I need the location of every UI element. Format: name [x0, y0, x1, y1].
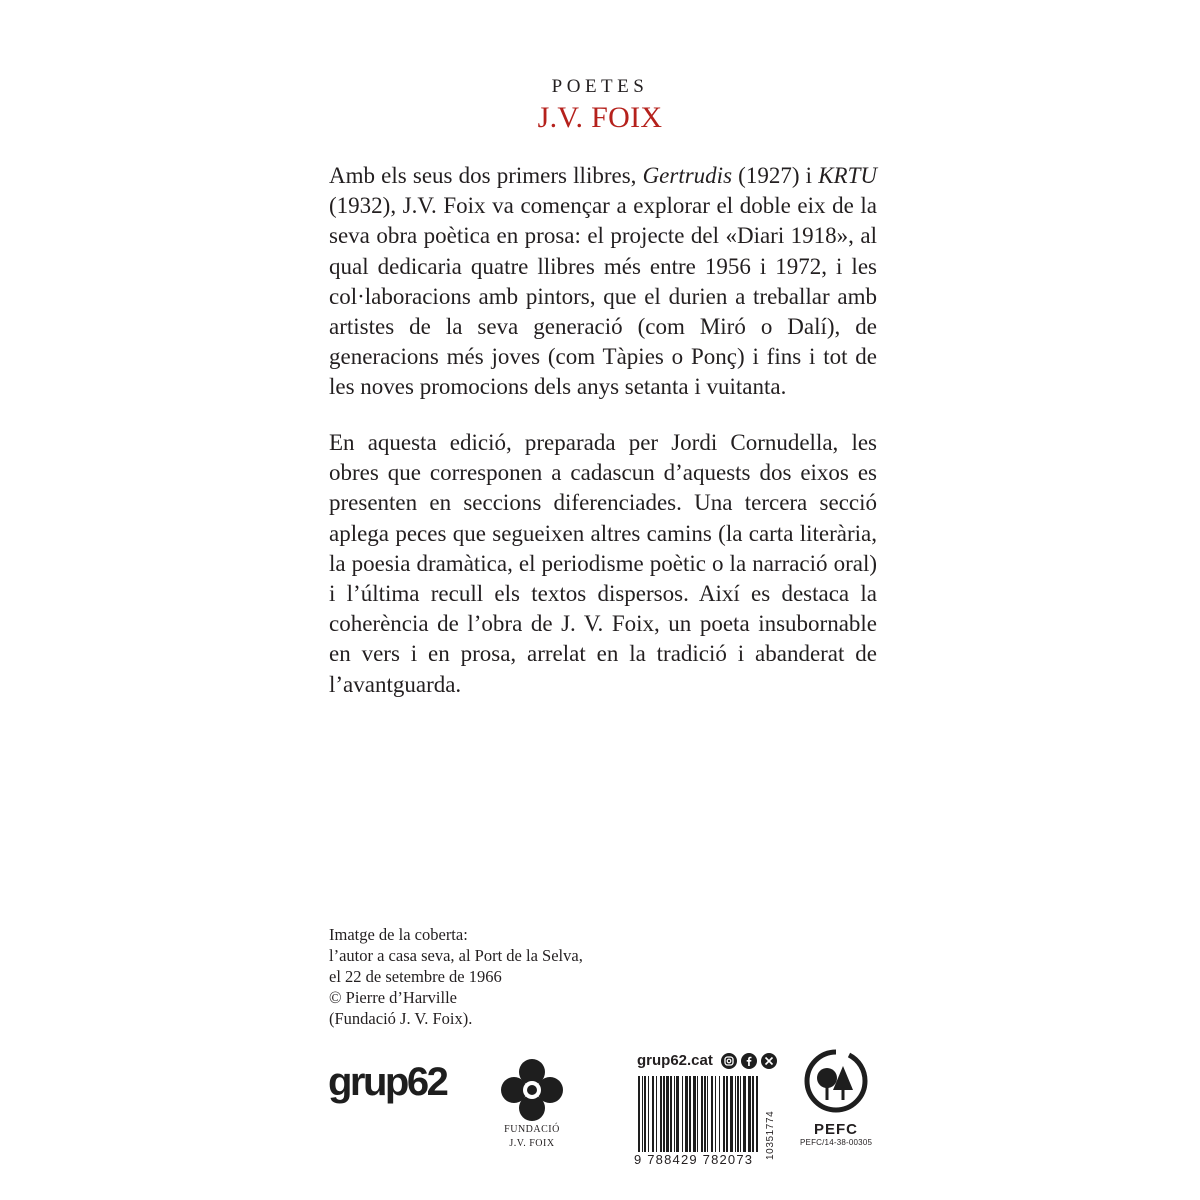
blurb-text: (1927) i: [732, 163, 819, 188]
barcode-bar: [676, 1076, 679, 1152]
website-row: [637, 1052, 777, 1069]
barcode-bar: [735, 1076, 736, 1152]
website-url: grup62.cat: [637, 1052, 713, 1069]
credit-line: l’autor a casa seva, al Port de la Selva,: [329, 946, 583, 965]
credit-line: © Pierre d’Harville: [329, 988, 457, 1007]
barcode-bar: [644, 1076, 646, 1152]
blurb-text: Amb els seus dos primers llibres,: [329, 163, 643, 188]
barcode-bar: [693, 1076, 696, 1152]
barcode-bar: [715, 1076, 716, 1152]
barcode-bar: [707, 1076, 708, 1152]
fundacio-emblem-icon: [500, 1058, 564, 1122]
barcode-bar: [711, 1076, 713, 1152]
book-title-gertrudis: Gertrudis: [642, 163, 733, 188]
barcode-bar: [748, 1076, 751, 1152]
barcode-bar: [743, 1076, 746, 1152]
barcode-bar: [648, 1076, 649, 1152]
barcode-bar: [752, 1076, 754, 1152]
barcode-bar: [723, 1076, 725, 1152]
barcode-bar: [670, 1076, 672, 1152]
series-title: POETES: [551, 76, 649, 97]
book-title-krtu: KRTU: [818, 163, 877, 188]
barcode-bar: [756, 1076, 758, 1152]
barcode-bar: [740, 1076, 741, 1152]
barcode-bar: [663, 1076, 665, 1152]
barcode-bar: [726, 1076, 728, 1152]
barcode-bar: [660, 1076, 662, 1152]
cover-image-credit: [329, 924, 629, 1029]
barcode-bar: [701, 1076, 703, 1152]
fundacio-label-2: J.V. FOIX: [509, 1138, 555, 1149]
blurb-paragraph-2: En aquesta edició, preparada per Jordi Cornudella, les obres que corresponen a cadascun d’aquests dos eixos es presenten en seccions diferenciades. Una tercera secció aplega peces que segueixen altres camins (la carta literària, la poesia dramàtica, el periodisme poètic o la narració oral) i l’última recull els textos dispersos. Així es destaca la coherència de l’obra de J. V. Foix, un poeta insubornable en vers i en prosa, arrelat en la tradició i abanderat de l’avantguarda.: [329, 430, 877, 697]
barcode-bar: [697, 1076, 698, 1152]
credit-line: (Fundació J. V. Foix).: [329, 1009, 473, 1028]
facebook-icon: [741, 1053, 757, 1069]
blurb-text: (1932), J.V. Foix va començar a explorar el doble eix de la seva obra poètica en prosa: el projecte del «Diari 1918», al qual dedicaria quatre llibres més entre 1956 i 1972, i les col·laboracions amb pintors, que el durien a treballar amb artistes de la seva generació (com Miró o Dalí), de generacions més joves (com Tàpies o Ponç) i fins i tot de les noves promocions dels anys setanta i vuitanta.: [329, 193, 877, 400]
barcode-bar: [674, 1076, 675, 1152]
barcode-bar: [652, 1076, 654, 1152]
barcode-bar: [642, 1076, 643, 1152]
pefc-label: PEFC: [813, 1121, 858, 1138]
pefc-certification: [800, 1048, 872, 1147]
credit-line: Imatge de la coberta:: [329, 925, 468, 944]
barcode-bar: [682, 1076, 683, 1152]
barcode-bar: [638, 1076, 640, 1152]
pefc-tree-logo-icon: [803, 1048, 869, 1114]
barcode-bar: [685, 1076, 688, 1152]
barcode-bar: [737, 1076, 739, 1152]
barcode-bar: [719, 1076, 720, 1152]
product-code: 10351774: [765, 1110, 776, 1160]
instagram-icon: [721, 1053, 737, 1069]
barcode-bar: [666, 1076, 669, 1152]
grup62-logo: grup62: [328, 1060, 447, 1104]
barcode-bar: [730, 1076, 733, 1152]
x-icon: [761, 1053, 777, 1069]
fundacio-label-1: FUNDACIÓ: [504, 1124, 560, 1135]
isbn-number: 9 788429 782073: [634, 1152, 754, 1167]
pefc-code: PEFC/14-38-00305: [800, 1138, 873, 1147]
credit-line: el 22 de setembre de 1966: [329, 967, 502, 986]
isbn-barcode: [634, 1076, 762, 1152]
fundacio-jv-foix-logo: [496, 1058, 568, 1150]
barcode-bar: [704, 1076, 706, 1152]
blurb-paragraph-1: [329, 161, 877, 403]
author-name: J.V. FOIX: [537, 101, 663, 134]
barcode-bar: [656, 1076, 657, 1152]
barcode-bar: [689, 1076, 691, 1152]
